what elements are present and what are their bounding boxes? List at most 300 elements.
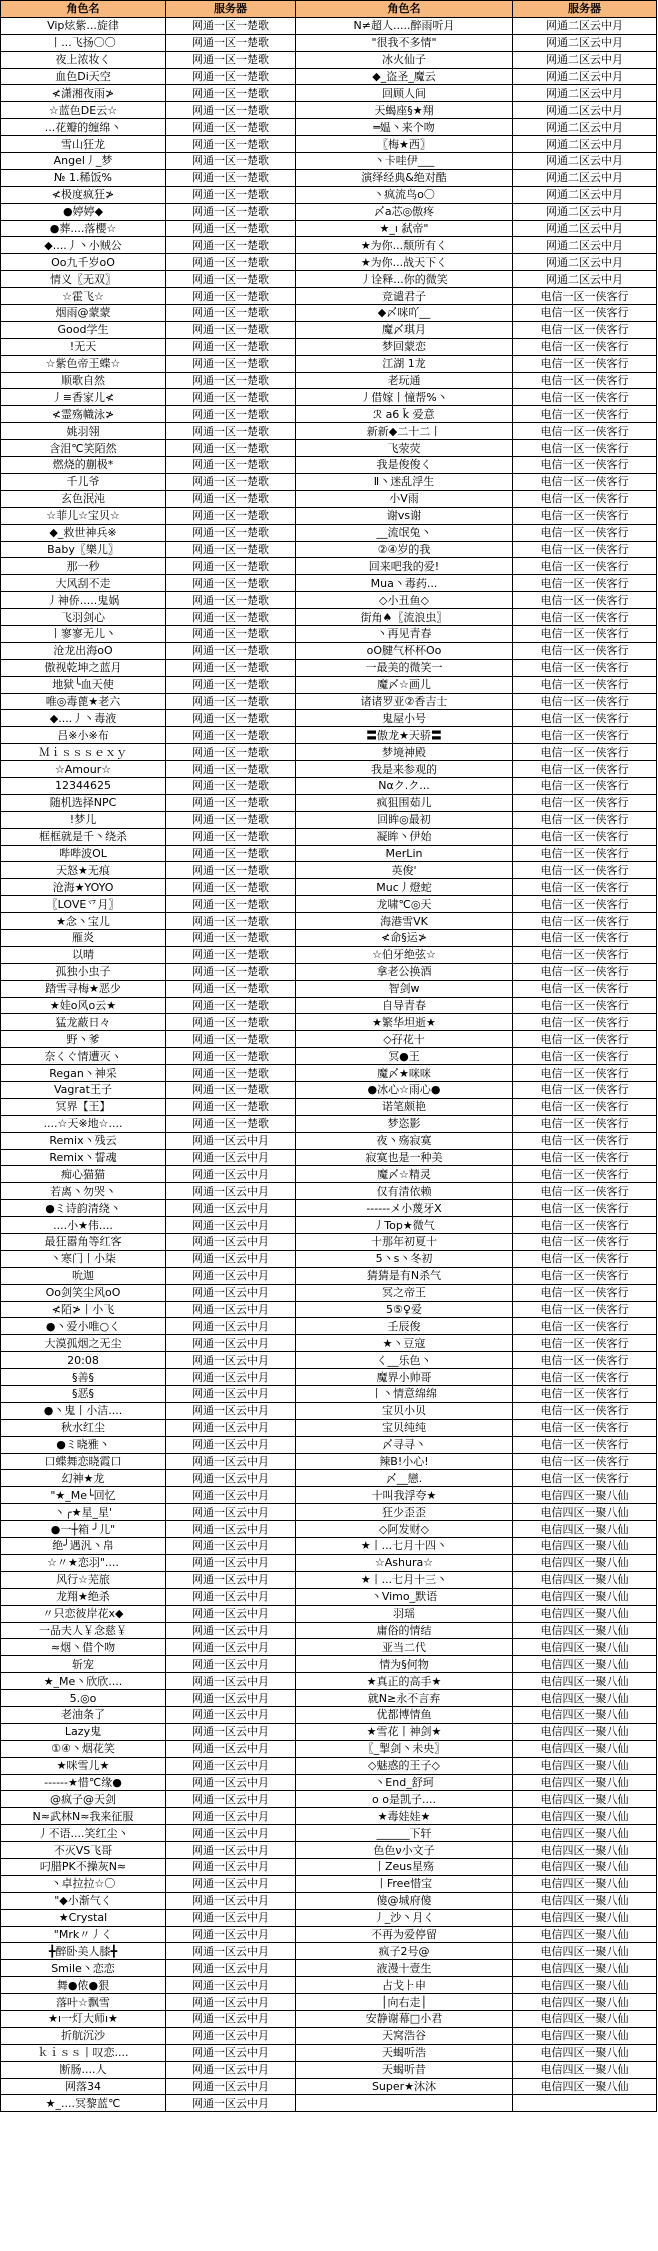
cell-server-right: 电信四区一聚八仙	[513, 1774, 657, 1791]
cell-name-right: 〆a芯◎傲疼	[296, 203, 513, 220]
cell-name-left: ≈烟丶借个吻	[1, 1639, 166, 1656]
table-row	[1, 2010, 657, 2027]
cell-name-right: 十叫我浮夸★	[296, 1487, 513, 1504]
cell-name-left: ☆〃★恋羽"....	[1, 1554, 166, 1571]
table-row	[1, 1554, 657, 1571]
cell-name-right: ②④岁的我	[296, 541, 513, 558]
cell-name-left: 丿≡香家儿≮	[1, 389, 166, 406]
cell-server-right: 网通二区云中月	[513, 17, 657, 34]
table-row	[1, 490, 657, 507]
table-row	[1, 1149, 657, 1166]
cell-server-right: 电信四区一聚八仙	[513, 1690, 657, 1707]
table-row	[1, 1521, 657, 1538]
cell-server-left: 网通一区云中月	[166, 1673, 296, 1690]
cell-server-left: 网通一区一楚歌	[166, 17, 296, 34]
table-row	[1, 1774, 657, 1791]
cell-server-left: 网通一区云中月	[166, 1284, 296, 1301]
cell-name-left: 天怒★无痕	[1, 862, 166, 879]
cell-name-left: ①④丶烟花笑	[1, 1740, 166, 1757]
cell-server-left: 网通一区一楚歌	[166, 507, 296, 524]
cell-server-left: 网通一区云中月	[166, 1571, 296, 1588]
table-row	[1, 913, 657, 930]
cell-name-left: 踏雪寻梅★恶少	[1, 980, 166, 997]
cell-server-right: 电信一区一侠客行	[513, 693, 657, 710]
cell-name-left: ｋｉｓｓ丨叹恋....	[1, 2044, 166, 2061]
cell-name-left: 丶寒门丨小柒	[1, 1250, 166, 1267]
cell-name-right: 狂少歪歪	[296, 1504, 513, 1521]
cell-server-left: 网通一区云中月	[166, 1639, 296, 1656]
cell-server-right: 电信一区一侠客行	[513, 1115, 657, 1132]
cell-server-left: 网通一区云中月	[166, 1470, 296, 1487]
cell-server-left: 网通一区云中月	[166, 1386, 296, 1403]
cell-name-left: ≮潇湘夜雨≯	[1, 85, 166, 102]
cell-name-right: 魔〆琪月	[296, 321, 513, 338]
cell-server-left: 网通一区云中月	[166, 1706, 296, 1723]
cell-name-left: 情义〖无双〗	[1, 271, 166, 288]
table-row	[1, 524, 657, 541]
table-row	[1, 1706, 657, 1723]
cell-name-right: ______下轩	[296, 1825, 513, 1842]
table-row	[1, 1115, 657, 1132]
table-row	[1, 879, 657, 896]
cell-name-left: ●丶鬼丨小洁....	[1, 1402, 166, 1419]
cell-name-left: 飞羽剑心	[1, 609, 166, 626]
cell-name-right: MerLin	[296, 845, 513, 862]
cell-server-right	[513, 2095, 657, 2112]
cell-server-left: 网通一区一楚歌	[166, 85, 296, 102]
cell-server-right: 电信四区一聚八仙	[513, 1740, 657, 1757]
table-row	[1, 153, 657, 170]
table-row	[1, 1250, 657, 1267]
cell-server-right: 网通二区云中月	[513, 119, 657, 136]
cell-server-right: 电信四区一聚八仙	[513, 1605, 657, 1622]
cell-server-right: 网通二区云中月	[513, 220, 657, 237]
table-row	[1, 1335, 657, 1352]
table-row	[1, 254, 657, 271]
cell-server-left: 网通一区云中月	[166, 1588, 296, 1605]
cell-name-left: № 1.稀饭%	[1, 169, 166, 186]
cell-server-right: 电信一区一侠客行	[513, 372, 657, 389]
cell-name-right: │向右走│	[296, 1994, 513, 2011]
cell-server-right: 电信一区一侠客行	[513, 1200, 657, 1217]
table-row	[1, 1690, 657, 1707]
cell-name-right: oO腱气杯杯Oo	[296, 642, 513, 659]
cell-server-right: 电信一区一侠客行	[513, 794, 657, 811]
cell-server-left: 网通一区云中月	[166, 1318, 296, 1335]
table-row	[1, 592, 657, 609]
cell-server-left: 网通一区一楚歌	[166, 220, 296, 237]
cell-server-right: 电信四区一聚八仙	[513, 1706, 657, 1723]
cell-name-left: 丨...飞扬〇〇	[1, 34, 166, 51]
cell-name-right: 亚当二代	[296, 1639, 513, 1656]
cell-name-left: ....小★伟....	[1, 1217, 166, 1234]
cell-name-right: ◆_盗圣_魔云	[296, 68, 513, 85]
cell-server-right: 电信一区一侠客行	[513, 1217, 657, 1234]
cell-server-right: 电信一区一侠客行	[513, 896, 657, 913]
cell-server-right: 电信一区一侠客行	[513, 676, 657, 693]
table-row	[1, 1166, 657, 1183]
cell-name-right: 丿借嫁丨憧帮%丶	[296, 389, 513, 406]
cell-server-left: 网通一区云中月	[166, 1960, 296, 1977]
header-name-left: 角色名	[1, 1, 166, 18]
cell-server-left: 网通一区一楚歌	[166, 997, 296, 1014]
cell-server-left: 网通一区云中月	[166, 1149, 296, 1166]
cell-server-left: 网通一区云中月	[166, 1419, 296, 1436]
cell-name-left: ★咪雪儿★	[1, 1757, 166, 1774]
cell-name-left: 痴心猫猫	[1, 1166, 166, 1183]
cell-name-left: 奈くぐ情遭灭ヽ	[1, 1048, 166, 1065]
cell-server-right: 电信四区一聚八仙	[513, 1926, 657, 1943]
cell-server-left: 网通一区一楚歌	[166, 541, 296, 558]
cell-server-right: 电信一区一侠客行	[513, 524, 657, 541]
cell-name-right: 色色ν小文子	[296, 1842, 513, 1859]
cell-name-left: ≮霊殇幟泳≯	[1, 406, 166, 423]
cell-server-right: 电信四区一聚八仙	[513, 1571, 657, 1588]
cell-server-right: 电信一区一侠客行	[513, 507, 657, 524]
cell-server-right: 电信四区一聚八仙	[513, 2010, 657, 2027]
cell-name-right: 回顾人间	[296, 85, 513, 102]
cell-name-right: ═媪丶来个吻	[296, 119, 513, 136]
cell-server-right: 电信四区一聚八仙	[513, 1723, 657, 1740]
cell-server-left: 网通一区云中月	[166, 1656, 296, 1673]
cell-name-left: 框框就是千丶绕杀	[1, 828, 166, 845]
table-row	[1, 1791, 657, 1808]
cell-name-right: 我是俊俊く	[296, 457, 513, 474]
cell-server-right: 电信四区一聚八仙	[513, 1673, 657, 1690]
cell-name-right: Muc丿燈蛇	[296, 879, 513, 896]
cell-name-left: ≮陌≯丨小飞	[1, 1301, 166, 1318]
cell-name-right: 〓傲龙★天骄〓	[296, 727, 513, 744]
table-row	[1, 811, 657, 828]
cell-name-left: 雁炎	[1, 929, 166, 946]
cell-server-left: 网通一区云中月	[166, 1622, 296, 1639]
cell-name-left: 沧龙出海oO	[1, 642, 166, 659]
cell-name-right: ★丨...七月十四丶	[296, 1538, 513, 1555]
cell-name-right: 一最美的微笑一	[296, 659, 513, 676]
table-row	[1, 1132, 657, 1149]
table-row	[1, 1065, 657, 1082]
table-row	[1, 1470, 657, 1487]
cell-server-left: 网通一区一楚歌	[166, 524, 296, 541]
cell-name-left: ●ミ晓雅丶	[1, 1436, 166, 1453]
cell-server-left: 网通一区一楚歌	[166, 625, 296, 642]
table-row	[1, 1994, 657, 2011]
cell-server-right: 电信一区一侠客行	[513, 490, 657, 507]
cell-server-right: 电信一区一侠客行	[513, 1335, 657, 1352]
cell-name-right: ◇阿发财◇	[296, 1521, 513, 1538]
cell-name-right: 鬼屋小号	[296, 710, 513, 727]
cell-server-left: 网通一区云中月	[166, 1521, 296, 1538]
cell-server-left: 网通一区一楚歌	[166, 879, 296, 896]
cell-server-right: 电信四区一聚八仙	[513, 1875, 657, 1892]
table-row	[1, 2027, 657, 2044]
cell-server-right: 电信一区一侠客行	[513, 913, 657, 930]
table-row	[1, 1048, 657, 1065]
cell-server-right: 网通二区云中月	[513, 237, 657, 254]
table-row	[1, 423, 657, 440]
cell-name-right: "很我不多情"	[296, 34, 513, 51]
cell-name-left: 龙翔★绝杀	[1, 1588, 166, 1605]
cell-server-right: 电信四区一聚八仙	[513, 1504, 657, 1521]
cell-name-right: 天窝浩谷	[296, 2027, 513, 2044]
cell-name-left: ★ı一灯大师ı★	[1, 2010, 166, 2027]
table-row	[1, 389, 657, 406]
cell-name-right: ◇魅惑的王子◇	[296, 1757, 513, 1774]
cell-server-right: 电信一区一侠客行	[513, 423, 657, 440]
cell-name-right: 老玩通	[296, 372, 513, 389]
cell-name-right: 庸俗的情结	[296, 1622, 513, 1639]
table-row	[1, 946, 657, 963]
table-row	[1, 1858, 657, 1875]
cell-server-left: 网通一区一楚歌	[166, 254, 296, 271]
cell-server-left: 网通一区一楚歌	[166, 929, 296, 946]
table-row	[1, 862, 657, 879]
cell-server-left: 网通一区一楚歌	[166, 963, 296, 980]
cell-name-left: 5.◎o	[1, 1690, 166, 1707]
cell-name-left: Ｍｉｓｓｓｅｘｙ	[1, 744, 166, 761]
cell-server-right: 网通二区云中月	[513, 271, 657, 288]
cell-server-right: 电信一区一侠客行	[513, 997, 657, 1014]
table-row	[1, 1622, 657, 1639]
cell-name-right: o o是凯子....	[296, 1791, 513, 1808]
cell-name-left: ★_Me丶欣欣....	[1, 1673, 166, 1690]
cell-name-right: 天蝎听昔	[296, 2061, 513, 2078]
cell-server-right: 网通二区云中月	[513, 203, 657, 220]
cell-server-left: 网通一区云中月	[166, 1858, 296, 1875]
cell-server-left: 网通一区一楚歌	[166, 34, 296, 51]
cell-name-right: 梦境神殿	[296, 744, 513, 761]
table-row	[1, 1183, 657, 1200]
table-row	[1, 1909, 657, 1926]
cell-name-right: ★雪花丨神剑★	[296, 1723, 513, 1740]
cell-name-left: 网落34	[1, 2078, 166, 2095]
table-row	[1, 68, 657, 85]
cell-server-left: 网通一区一楚歌	[166, 1098, 296, 1115]
table-row	[1, 1301, 657, 1318]
cell-server-right: 电信四区一聚八仙	[513, 1808, 657, 1825]
table-row	[1, 473, 657, 490]
cell-name-left: 含泪℃笑陌然	[1, 440, 166, 457]
cell-name-right: 冥之帝王	[296, 1284, 513, 1301]
cell-server-left: 网通一区一楚歌	[166, 457, 296, 474]
cell-name-right: 梦回蒙恋	[296, 338, 513, 355]
cell-server-right: 电信四区一聚八仙	[513, 1960, 657, 1977]
cell-name-right: 十那年初夏十	[296, 1234, 513, 1251]
table-row	[1, 744, 657, 761]
cell-server-left: 网通一区一楚歌	[166, 119, 296, 136]
cell-server-left: 网通一区一楚歌	[166, 913, 296, 930]
cell-server-left: 网通一区云中月	[166, 1453, 296, 1470]
cell-server-left: 网通一区一楚歌	[166, 1014, 296, 1031]
table-row	[1, 609, 657, 626]
cell-name-left: 吮迦	[1, 1267, 166, 1284]
table-row	[1, 85, 657, 102]
cell-server-right: 电信一区一侠客行	[513, 1436, 657, 1453]
cell-name-right: 〖梅★西〗	[296, 136, 513, 153]
table-row	[1, 642, 657, 659]
cell-server-right: 电信一区一侠客行	[513, 1149, 657, 1166]
cell-name-left: Vagrat王子	[1, 1082, 166, 1099]
table-row	[1, 575, 657, 592]
cell-server-right: 电信一区一侠客行	[513, 389, 657, 406]
cell-server-left: 网通一区一楚歌	[166, 676, 296, 693]
table-row	[1, 237, 657, 254]
cell-name-right: 魔界小帅哥	[296, 1369, 513, 1386]
table-row	[1, 693, 657, 710]
cell-name-right: Ⅱ丶迷乱浮生	[296, 473, 513, 490]
table-row	[1, 220, 657, 237]
cell-server-right: 网通二区云中月	[513, 51, 657, 68]
table-row	[1, 2078, 657, 2095]
cell-name-left: ☆霍飞☆	[1, 288, 166, 305]
cell-server-right: 电信四区一聚八仙	[513, 1521, 657, 1538]
cell-name-left: "◆小渐气く	[1, 1892, 166, 1909]
cell-name-left: 若离丶勿哭丶	[1, 1183, 166, 1200]
table-row	[1, 338, 657, 355]
cell-server-right: 电信四区一聚八仙	[513, 1825, 657, 1842]
cell-server-left: 网通一区一楚歌	[166, 136, 296, 153]
table-row	[1, 1926, 657, 1943]
cell-name-left: ☆菲儿☆宝贝☆	[1, 507, 166, 524]
cell-name-left: Oo九千岁oO	[1, 254, 166, 271]
cell-name-left: 地狱╰血天使	[1, 676, 166, 693]
table-row	[1, 1402, 657, 1419]
cell-server-left: 网通一区一楚歌	[166, 338, 296, 355]
cell-server-left: 网通一区云中月	[166, 2010, 296, 2027]
cell-name-left: ...花瓣的缠绵丶	[1, 119, 166, 136]
cell-server-left: 网通一区一楚歌	[166, 1082, 296, 1099]
cell-name-left: 折航沉沙	[1, 2027, 166, 2044]
cell-server-right: 电信一区一侠客行	[513, 963, 657, 980]
cell-server-right: 电信一区一侠客行	[513, 862, 657, 879]
cell-server-left: 网通一区云中月	[166, 1132, 296, 1149]
cell-server-left: 网通一区一楚歌	[166, 51, 296, 68]
cell-name-right: 江湖 1龙	[296, 355, 513, 372]
cell-name-left: Regan丶神采	[1, 1065, 166, 1082]
cell-name-right: 液漫十壹生	[296, 1960, 513, 1977]
cell-name-left: 沧海★YOYO	[1, 879, 166, 896]
cell-server-right: 电信一区一侠客行	[513, 761, 657, 778]
table-row	[1, 1504, 657, 1521]
cell-name-right: 冥●王	[296, 1048, 513, 1065]
cell-name-right: 新新◆二十二丨	[296, 423, 513, 440]
cell-server-left: 网通一区一楚歌	[166, 727, 296, 744]
cell-server-right: 电信一区一侠客行	[513, 1234, 657, 1251]
cell-name-left: "Mrk〃丿く	[1, 1926, 166, 1943]
cell-server-left: 网通一区云中月	[166, 1909, 296, 1926]
table-row	[1, 169, 657, 186]
cell-name-left: 丿神侨.....鬼娲	[1, 592, 166, 609]
cell-server-left: 网通一区一楚歌	[166, 761, 296, 778]
cell-server-left: 网通一区一楚歌	[166, 592, 296, 609]
table-row	[1, 710, 657, 727]
table-row	[1, 1487, 657, 1504]
cell-name-left: Smile丶恋恋	[1, 1960, 166, 1977]
cell-server-left: 网通一区云中月	[166, 1217, 296, 1234]
cell-server-left: 网通一区一楚歌	[166, 828, 296, 845]
cell-name-left: 孤独小虫子	[1, 963, 166, 980]
cell-server-right: 电信四区一聚八仙	[513, 1943, 657, 1960]
cell-server-right: 电信一区一侠客行	[513, 1048, 657, 1065]
cell-name-left: !梦儿	[1, 811, 166, 828]
cell-server-right: 电信一区一侠客行	[513, 642, 657, 659]
cell-server-right: 电信四区一聚八仙	[513, 1538, 657, 1555]
cell-server-right: 电信一区一侠客行	[513, 1318, 657, 1335]
cell-name-right: 宝贝纯纯	[296, 1419, 513, 1436]
cell-server-left: 网通一区云中月	[166, 1234, 296, 1251]
cell-name-right: 丶Vimo_默语	[296, 1588, 513, 1605]
cell-server-left: 网通一区一楚歌	[166, 186, 296, 203]
table-row	[1, 558, 657, 575]
cell-name-left: ☆Amour☆	[1, 761, 166, 778]
table-row	[1, 1082, 657, 1099]
header-server-right: 服务器	[513, 1, 657, 18]
cell-server-right: 网通二区云中月	[513, 102, 657, 119]
cell-name-left: 〖LOVE乊月〗	[1, 896, 166, 913]
cell-name-left: Remix丶誓魂	[1, 1149, 166, 1166]
cell-name-right: 丨Zeus星殇	[296, 1858, 513, 1875]
cell-name-right: 魔〆★咪咪	[296, 1065, 513, 1082]
cell-name-left: 丶卓拉拉☆〇	[1, 1875, 166, 1892]
cell-name-right: 自导青春	[296, 997, 513, 1014]
cell-name-right: 丿_沙丶月く	[296, 1909, 513, 1926]
table-row	[1, 1453, 657, 1470]
cell-name-left: ------★惜℃缘●	[1, 1774, 166, 1791]
cell-name-right: 冰火仙子	[296, 51, 513, 68]
cell-server-left: 网通一区云中月	[166, 1791, 296, 1808]
cell-server-right: 电信一区一侠客行	[513, 1183, 657, 1200]
header-server-left: 服务器	[166, 1, 296, 18]
table-row	[1, 929, 657, 946]
cell-name-right: 壬辰俊	[296, 1318, 513, 1335]
table-row	[1, 1943, 657, 1960]
cell-server-left: 网通一区一楚歌	[166, 794, 296, 811]
cell-server-left: 网通一区云中月	[166, 1605, 296, 1622]
cell-server-left: 网通一区一楚歌	[166, 203, 296, 220]
cell-name-left: Remix丶残云	[1, 1132, 166, 1149]
cell-server-left: 网通一区一楚歌	[166, 321, 296, 338]
table-row	[1, 355, 657, 372]
table-row	[1, 777, 657, 794]
cell-name-left: 千儿爷	[1, 473, 166, 490]
cell-server-right: 电信一区一侠客行	[513, 1031, 657, 1048]
cell-name-right: 占戈⺊申	[296, 1977, 513, 1994]
table-row	[1, 1825, 657, 1842]
cell-server-right: 电信一区一侠客行	[513, 828, 657, 845]
cell-server-left: 网通一区一楚歌	[166, 744, 296, 761]
cell-name-left: ★Crystal	[1, 1909, 166, 1926]
table-row	[1, 794, 657, 811]
cell-name-right: 魔〆☆画儿	[296, 676, 513, 693]
cell-server-left: 网通一区一楚歌	[166, 946, 296, 963]
cell-server-left: 网通一区一楚歌	[166, 659, 296, 676]
cell-server-left: 网通一区云中月	[166, 1250, 296, 1267]
cell-server-right: 网通二区云中月	[513, 153, 657, 170]
table-row	[1, 1318, 657, 1335]
cell-server-right: 电信一区一侠客行	[513, 406, 657, 423]
cell-name-left: 绝╯遇汎丶帛	[1, 1538, 166, 1555]
cell-name-right: 回眸◎最初	[296, 811, 513, 828]
cell-name-right: 凝眸丶伊始	[296, 828, 513, 845]
cell-server-right: 电信一区一侠客行	[513, 541, 657, 558]
cell-name-left: 以晴	[1, 946, 166, 963]
cell-name-right: 丶End_舒珂	[296, 1774, 513, 1791]
cell-server-right: 电信一区一侠客行	[513, 575, 657, 592]
cell-name-right: ◇小丑鱼◇	[296, 592, 513, 609]
table-row	[1, 17, 657, 34]
cell-server-right: 电信四区一聚八仙	[513, 1977, 657, 1994]
cell-name-right: 羽瑶	[296, 1605, 513, 1622]
